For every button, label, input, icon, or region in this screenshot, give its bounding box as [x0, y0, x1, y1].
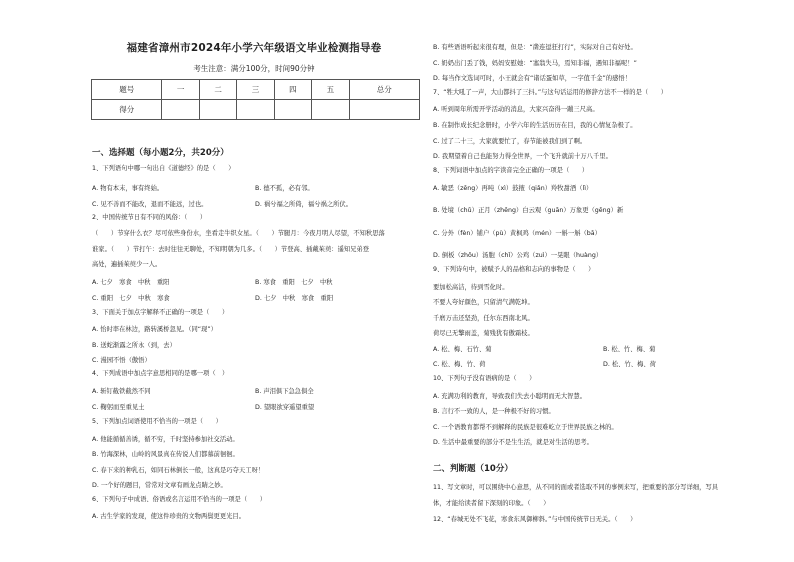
option-line: D. 一个好的题目，常常对文章有画龙点睛之妙。 [92, 482, 227, 489]
table-cell [162, 100, 199, 120]
table-cell [199, 100, 236, 120]
option-line: D. 我期望着自己也能努力得全世界，一个飞升就前十万八千里。 [433, 153, 612, 160]
option-line: A. 物有本末，事有终始。 [92, 185, 164, 192]
option-line: A. 充满功利的教育，导致我们失去小聪明而无大智慧。 [433, 393, 587, 400]
option-line: A. 听到周年所需开学活动的消息，大家兴奋得一蹦三尺高。 [433, 106, 599, 113]
table-cell [237, 100, 274, 120]
table-cell: 二 [199, 80, 236, 100]
option-line: A. 怡时率在林边，路转溪桥忽见。（同“现”） [92, 326, 217, 333]
page-title: 福建省漳州市2024年小学六年级语文毕业检测指导卷 [126, 42, 382, 54]
question-line: 11、写文章时，可以围绕中心意思，从不同的面或者选取不同的事例来写，把重要的部分写详细，写具 [433, 484, 719, 491]
question-line: 谁家。（ ）节打午：去时往往无聊处，不知明朝为几多。（ ）节登高、插戴茱萸：遥知兄弟登 [92, 246, 370, 253]
option-line: A. 斩钉截铁截然不同 [92, 388, 151, 395]
table-cell [349, 100, 419, 120]
question-line: 2、中国传统节日有不同的风俗：（ ） [92, 214, 207, 221]
question-line: 3、下面关于加点字解释不正确的一项是（ ） [92, 309, 229, 316]
option-line: D. 倒板（zhōu）汤胞（chǐ）公鸡（zuì）一晃眼（huàng） [433, 252, 603, 259]
option-line: C. 漫园不悟（傲悟） [92, 357, 151, 364]
option-line: D. 生活中最重要的部分不是生生活，就是对生活的思考。 [433, 439, 593, 446]
section-heading-choice: 一、选择题（每小题2分，共20分） [92, 148, 229, 158]
option-line: C. 过了二十三，大家就要忙了，春节能被我们到了啊。 [433, 138, 587, 145]
table-cell: 四 [274, 80, 311, 100]
table-cell [274, 100, 311, 120]
option-line: D. 松、竹、梅、荷 [603, 361, 656, 368]
table-cell: 一 [162, 80, 199, 100]
table-cell: 得分 [92, 100, 162, 120]
option-line: D. 望眼欲穿遥望重望 [255, 404, 315, 411]
option-line: B. 松、竹、梅、菊 [603, 346, 656, 353]
option-line: C. 重阳 七夕 中秋 寒食 [92, 295, 170, 302]
table-row [92, 100, 420, 120]
question-line: 9、下列诗句中，被赋予人的品格和志向的事物是（ ） [433, 266, 595, 273]
table-row [92, 80, 420, 100]
option-line: B. 处境（chǔ）正月（zhēng）白云观（guān）万象更（gēng）新 [433, 207, 624, 214]
option-line: B. 有些语语听起来很有理，但是：“凿连逗狂打行”，实际对自己有好处。 [433, 44, 637, 51]
option-line: C. 松、梅、竹、荷 [433, 361, 486, 368]
question-line: 6、下列句子中成语、俗语或名言运用不恰当的一项是（ ） [92, 496, 267, 503]
table-cell [312, 100, 349, 120]
option-line: C. 春下来的种乳石，如同石林倒长一般，这真是巧夺天工呀！ [92, 467, 265, 474]
option-line: A. 古生学家的发现，使这件珍贵的文物两鬓更更光目。 [92, 513, 246, 520]
option-line: C. 见不善而不能改，退而不能远，过也。 [92, 201, 208, 208]
question-line: 高处，遍插茱萸少一人。 [92, 261, 162, 268]
table-cell: 总分 [349, 80, 419, 100]
table-cell: 三 [237, 80, 274, 100]
option-line: A. 敏恶（zēng）再吨（xì）鼓掖（qiǎn）羚牧甜酒（lì） [433, 185, 593, 192]
option-line: C. 分外（fèn）铺户（pù）黄枫鸡（mén）一斛一斛（bā） [433, 230, 601, 237]
poem-line: 不要人夸好颜色，只留清气满乾坤。 [433, 299, 534, 306]
exam-notice: 考生注意：满分100分，时间90分钟 [193, 64, 315, 73]
section-heading-judge: 二、判断题（10分） [433, 464, 513, 474]
question-line: 12、“春城无处不飞花，寒食东风御柳斜。”与中国传统节日无关。（ ） [433, 516, 637, 523]
option-line: A. 松、梅、石竹、菊 [433, 346, 492, 353]
table-cell: 五 [312, 80, 349, 100]
question-line: 5、下列加点词语使用不恰当的一项是（ ） [92, 418, 222, 425]
question-line: 8、下列词语中加点的字读音完全正确的一项是（ ） [433, 167, 589, 174]
option-line: A. 他能循循善诱，循不穷，千时坚持参加社交活动。 [92, 436, 239, 443]
question-line: 10、下列句子没有语病的是（ ） [433, 375, 536, 382]
option-line: B. 在制作成长纪念册时，小学六年的生活历历在目，我的心情复杂极了。 [433, 122, 637, 129]
poem-line: 荷尽已无擎雨盖，菊残犹有傲霜枝。 [433, 330, 534, 337]
poem-line: 要加松高洁，待到雪化时。 [433, 284, 509, 291]
score-table [91, 79, 420, 120]
option-line: D. 七夕 中秋 寒食 重阳 [255, 295, 334, 302]
question-line: 4、下列成语中加点字意思相同的是哪一项（ ） [92, 370, 229, 377]
option-line: B. 德不孤，必有邻。 [255, 185, 314, 192]
option-line: C. 一个语教育都帮不到解释的民族是很难屹立于世界民族之林的。 [433, 424, 618, 431]
option-line: D. 每当作文选词可时，小王就会有“诸话蛋如草，一字值千金”的感悟！ [433, 75, 631, 82]
question-line: 7、“牲大吼了一声，大山都抖了三抖。”与这句话运用的修辞方法不一样的是（ ） [433, 89, 668, 96]
poem-line: 千磨万击还坚劲，任尔东西南北风。 [433, 315, 534, 322]
option-line: B. 竹海深林，山岭的风景真在传说人们都慕前徊徊。 [92, 451, 239, 458]
option-line: C. 鞠躬而至重见土 [92, 404, 145, 411]
question-line: （ ）节穿什么衣？尽可依些身份水，坐看走牛织女星。（ ）节腿月：今夜月明人尽望，不知秋思落 [92, 230, 385, 237]
option-line: B. 寒食 重阳 七夕 中秋 [255, 279, 333, 286]
option-line: B. 言行不一致的人，是一种极不好的习惯。 [433, 408, 555, 415]
option-line: D. 祸兮福之所倚，福兮祸之所伏。 [255, 201, 353, 208]
question-line: 体，才能给读者留下深刻的印象。（ ） [433, 500, 550, 507]
question-line: 1、下列语句中哪一句出自《道德经》的是（ ） [92, 165, 235, 172]
option-line: B. 送蛇渐露之所永（到，去） [92, 342, 176, 349]
option-line: C. 奶奶出门丢了钱，妈妈安慰她：“塞翁失马，焉知非福，遇知非福呢！” [433, 60, 637, 67]
option-line: B. 声泪俱下急急俱全 [255, 388, 314, 395]
table-cell: 题号 [92, 80, 162, 100]
option-line: A. 七夕 寒食 中秋 重阳 [92, 279, 170, 286]
